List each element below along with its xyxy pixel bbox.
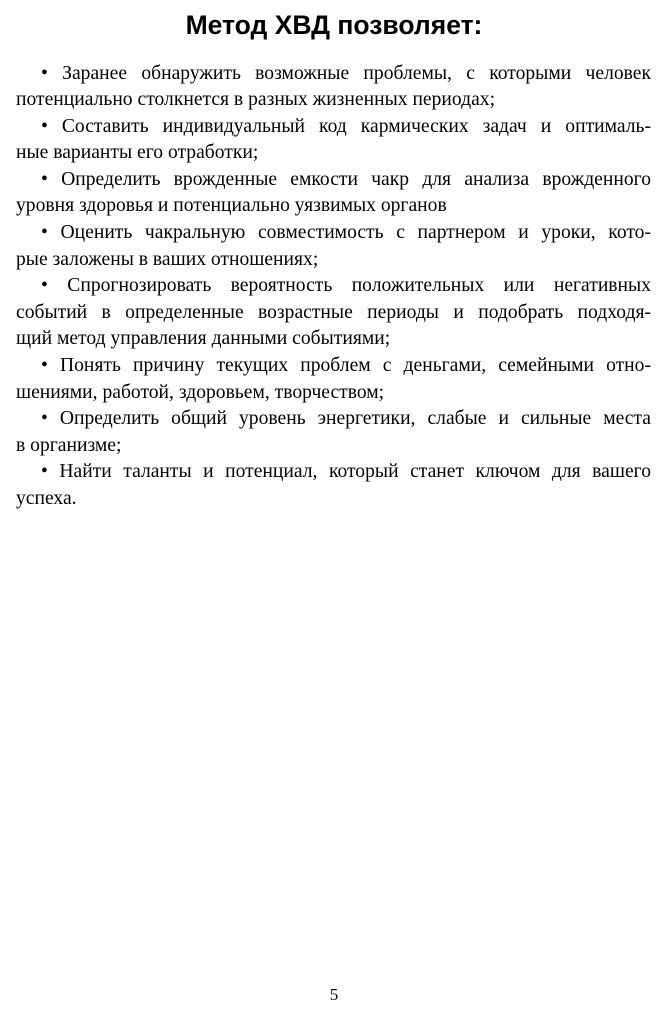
list-item xyxy=(16,220,651,273)
list-item-line: ные варианты его отработки; xyxy=(16,142,259,164)
list-item-line: • Спрогнозировать вероятность положительных или негативных xyxy=(41,275,651,297)
capabilities-list xyxy=(16,61,651,513)
page-title: Метод ХВД позволяет: xyxy=(185,10,483,40)
list-item-line: уровня здоровья и потенциально уязвимых органов xyxy=(16,195,447,217)
list-item-line: потенциально столкнется в разных жизненных периодах; xyxy=(16,89,496,111)
page-number: 5 xyxy=(329,985,339,1004)
list-item-line: • Заранее обнаружить возможные проблемы, с которыми человек xyxy=(41,62,651,84)
list-item-line: • Понять причину текущих проблем с деньгами, семейными отно- xyxy=(41,355,651,377)
list-item xyxy=(16,273,651,353)
list-item-line: событий в определенные возрастные периоды и подобрать подходя- xyxy=(16,301,651,323)
list-item-line: • Составить индивидуальный код кармических задач и оптималь- xyxy=(41,115,651,137)
list-item xyxy=(16,353,651,406)
list-item-line: • Определить общий уровень энергетики, слабые и сильные места xyxy=(41,408,651,430)
list-item-line: успеха. xyxy=(16,488,77,509)
list-item-line: • Определить врожденные емкости чакр для анализа врожденного xyxy=(41,168,651,190)
list-item xyxy=(16,61,651,114)
list-item xyxy=(16,167,651,220)
list-item-line: шениями, работой, здоровьем, творчеством; xyxy=(16,381,385,403)
list-item xyxy=(16,406,651,459)
list-item-line: в организме; xyxy=(16,434,122,456)
list-item xyxy=(16,114,651,167)
list-item-line: • Оценить чакральную совместимость с партнером и уроки, кото- xyxy=(41,222,651,244)
list-item-line: щий метод управления данными событиями; xyxy=(16,328,391,350)
list-item xyxy=(16,459,651,512)
list-item-line: рые заложены в ваших отношениях; xyxy=(16,248,319,270)
list-item-line: • Найти таланты и потенциал, который станет ключом для вашего xyxy=(41,461,651,483)
